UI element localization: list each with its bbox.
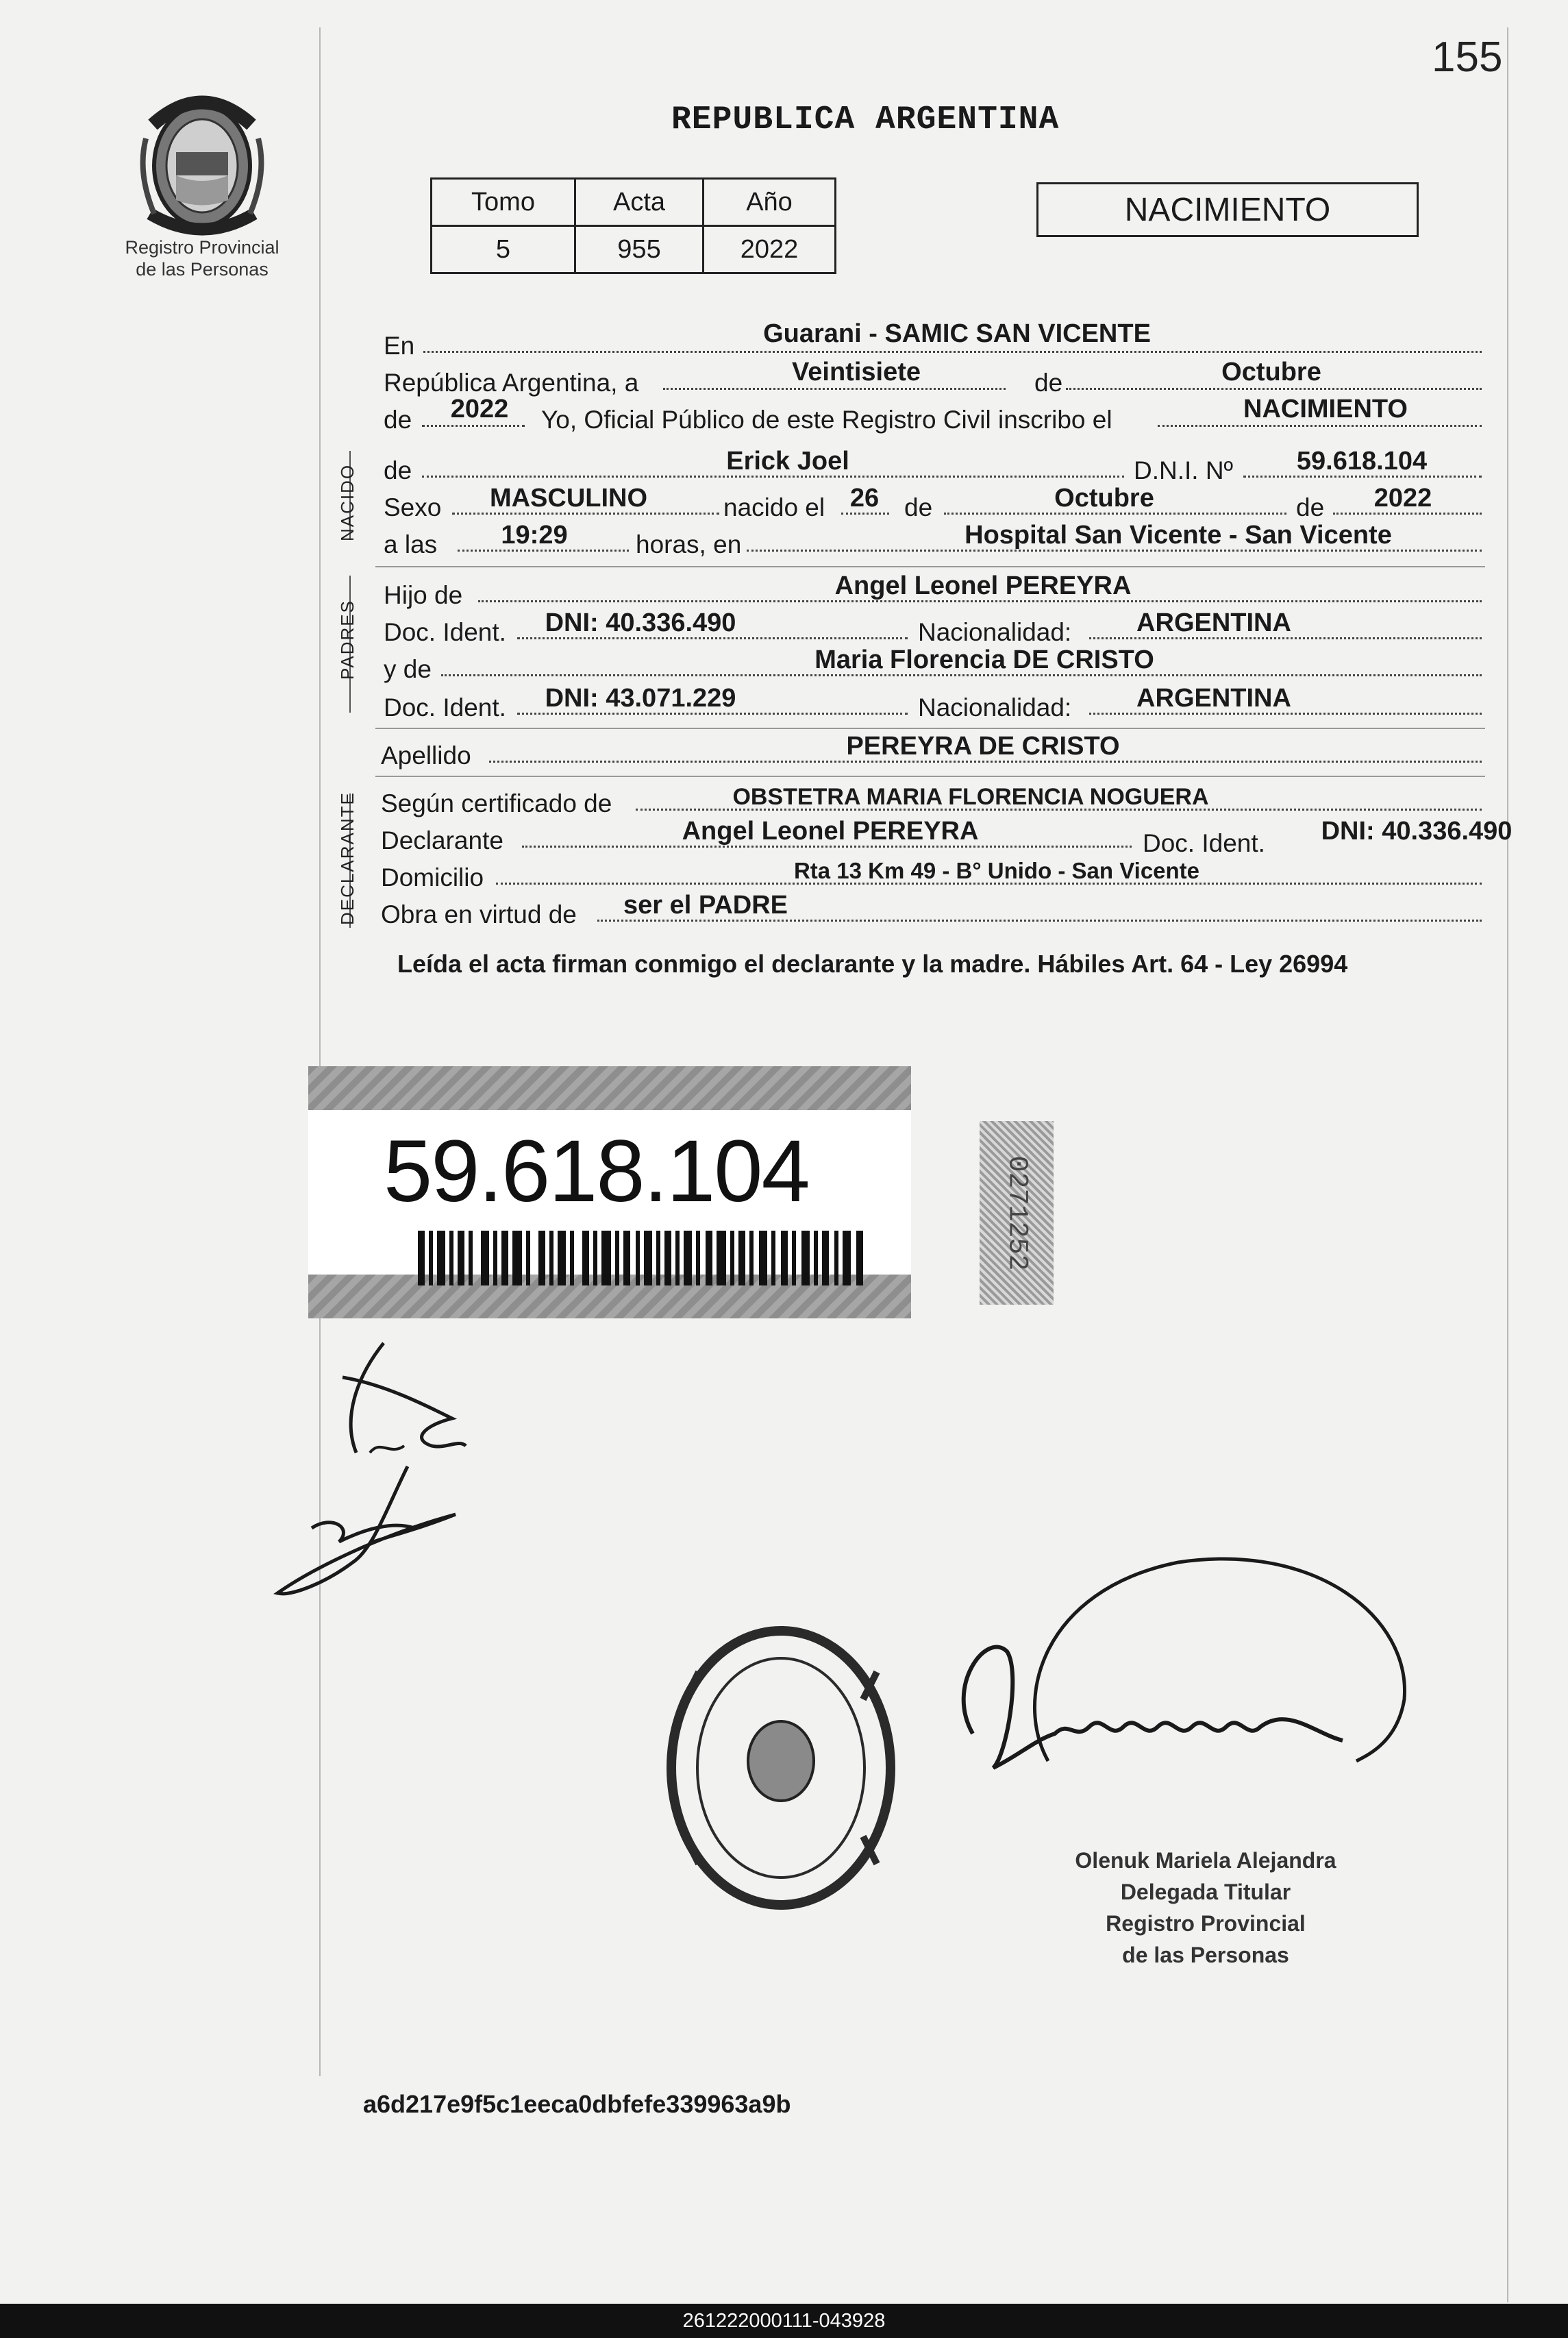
label-y-de: y de [384, 655, 432, 683]
lugar-value: Guarani - SAMIC SAN VICENTE [763, 319, 1151, 348]
document-title: REPUBLICA ARGENTINA [671, 101, 1060, 138]
acta-value: 955 [575, 226, 704, 273]
dotted-line [1158, 425, 1482, 427]
left-margin-line [319, 27, 321, 2076]
label-hijo-de: Hijo de [384, 581, 463, 609]
declarante-value: Angel Leonel PEREYRA [682, 817, 979, 846]
institution-caption [103, 236, 301, 280]
institution-line-2: de las Personas [136, 259, 269, 280]
label-apellido: Apellido [381, 741, 471, 770]
label-sexo: Sexo [384, 493, 442, 521]
right-margin-line [1507, 27, 1508, 2302]
label-nacido-el: nacido el [723, 493, 825, 521]
anio-header: Año [704, 179, 836, 226]
dia-nacimiento-value: 26 [849, 484, 880, 513]
dotted-line [663, 388, 1006, 390]
label-horas-en: horas, en [636, 530, 742, 558]
official-signature-block [1014, 1845, 1397, 1971]
acta-header: Acta [575, 179, 704, 226]
dotted-line [422, 425, 525, 427]
mes-inscripcion-value: Octubre [1221, 358, 1321, 386]
side-label-declarante: DECLARANTE [337, 791, 358, 925]
madre-doc-value: DNI: 43.071.229 [545, 684, 736, 713]
label-dni: D.N.I. Nº [1134, 456, 1234, 484]
anio-nacimiento-value: 2022 [1373, 484, 1432, 513]
label-a-las: a las [384, 530, 438, 558]
label-domicilio: Domicilio [381, 863, 484, 891]
signature-mother [271, 1453, 469, 1610]
official-office-1: Registro Provincial [1106, 1911, 1306, 1936]
anio-inscripcion-value: 2022 [450, 395, 509, 423]
label-doc-ident: Doc. Ident. [384, 618, 506, 646]
dni-value: 59.618.104 [1296, 447, 1428, 476]
declarante-doc-value: DNI: 40.336.490 [1321, 817, 1513, 846]
institution-line-1: Registro Provincial [125, 237, 279, 258]
sticker-number: 59.618.104 [384, 1122, 809, 1220]
label-doc-ident: Doc. Ident. [384, 693, 506, 722]
padre-doc-value: DNI: 40.336.490 [545, 608, 736, 637]
side-label-padres: PADRES [337, 600, 358, 680]
section-separator [375, 776, 1485, 777]
certificado-value: OBSTETRA MARIA FLORENCIA NOGUERA [732, 784, 1209, 810]
footer-code: 261222000111-043928 [0, 2304, 1568, 2338]
label-de: de [384, 406, 412, 434]
section-separator [375, 566, 1485, 567]
label-obra-en-virtud: Obra en virtud de [381, 900, 577, 928]
label-yo-oficial: Yo, Oficial Público de este Registro Civil inscribo el [541, 406, 1112, 434]
record-type-box: NACIMIENTO [1036, 182, 1419, 237]
madre-value: Maria Florencia DE CRISTO [814, 645, 1154, 674]
official-role: Delegada Titular [1120, 1880, 1291, 1904]
register-value-row [432, 226, 836, 273]
en-virtud-value: ser el PADRE [623, 891, 788, 920]
label-doc-ident-declarante: Doc. Ident. [1143, 829, 1265, 857]
official-name: Olenuk Mariela Alejandra [1075, 1848, 1336, 1873]
label-nacionalidad: Nacionalidad: [918, 693, 1072, 722]
padre-value: Angel Leonel PEREYRA [834, 571, 1132, 600]
domicilio-value: Rta 13 Km 49 - B° Unido - San Vicente [793, 858, 1200, 883]
dni-sticker [308, 1066, 911, 1318]
tomo-value: 5 [432, 226, 575, 273]
lugar-nacimiento-value: Hospital San Vicente - San Vicente [965, 521, 1392, 550]
side-label-nacido: NACIDO [337, 463, 358, 541]
label-de: de [904, 493, 933, 521]
mes-nacimiento-value: Octubre [1054, 484, 1154, 513]
label-de: de [1296, 493, 1325, 521]
nombre-value: Erick Joel [726, 447, 849, 476]
apellido-value: PEREYRA DE CRISTO [846, 732, 1120, 761]
misiones-crest-logo [134, 84, 271, 241]
padre-nacionalidad-value: ARGENTINA [1136, 608, 1291, 637]
dia-inscripcion-value: Veintisiete [792, 358, 921, 386]
label-de: de [1034, 369, 1063, 397]
closing-note: Leída el acta firman conmigo el declarante y la madre. Hábiles Art. 64 - Ley 26994 [397, 950, 1348, 978]
official-office-2: de las Personas [1122, 1943, 1289, 1967]
section-separator [375, 728, 1485, 729]
tomo-header: Tomo [432, 179, 575, 226]
label-republica: República Argentina, a [384, 369, 639, 397]
label-en: En [384, 332, 415, 360]
dotted-line [1066, 388, 1482, 390]
register-header-row [432, 179, 836, 226]
sticker-band-top [308, 1066, 911, 1110]
anio-value: 2022 [704, 226, 836, 273]
register-table [430, 177, 836, 274]
page-number: 155 [1432, 34, 1503, 81]
official-stamp [658, 1617, 904, 1919]
label-de: de [384, 456, 412, 484]
dotted-line [423, 351, 1482, 353]
hologram-code-text: 0271252 [1001, 1155, 1032, 1271]
barcode [418, 1231, 870, 1285]
label-declarante: Declarante [381, 826, 503, 854]
sexo-value: MASCULINO [489, 484, 648, 513]
madre-nacionalidad-value: ARGENTINA [1136, 684, 1291, 713]
label-segun-certificado: Según certificado de [381, 789, 612, 817]
hologram-code [980, 1121, 1054, 1305]
document-hash: a6d217e9f5c1eeca0dbfefe339963a9b [363, 2090, 791, 2118]
label-nacionalidad: Nacionalidad: [918, 618, 1072, 646]
acto-value: NACIMIENTO [1243, 395, 1408, 423]
official-signature [932, 1535, 1425, 1830]
hora-value: 19:29 [501, 521, 568, 550]
